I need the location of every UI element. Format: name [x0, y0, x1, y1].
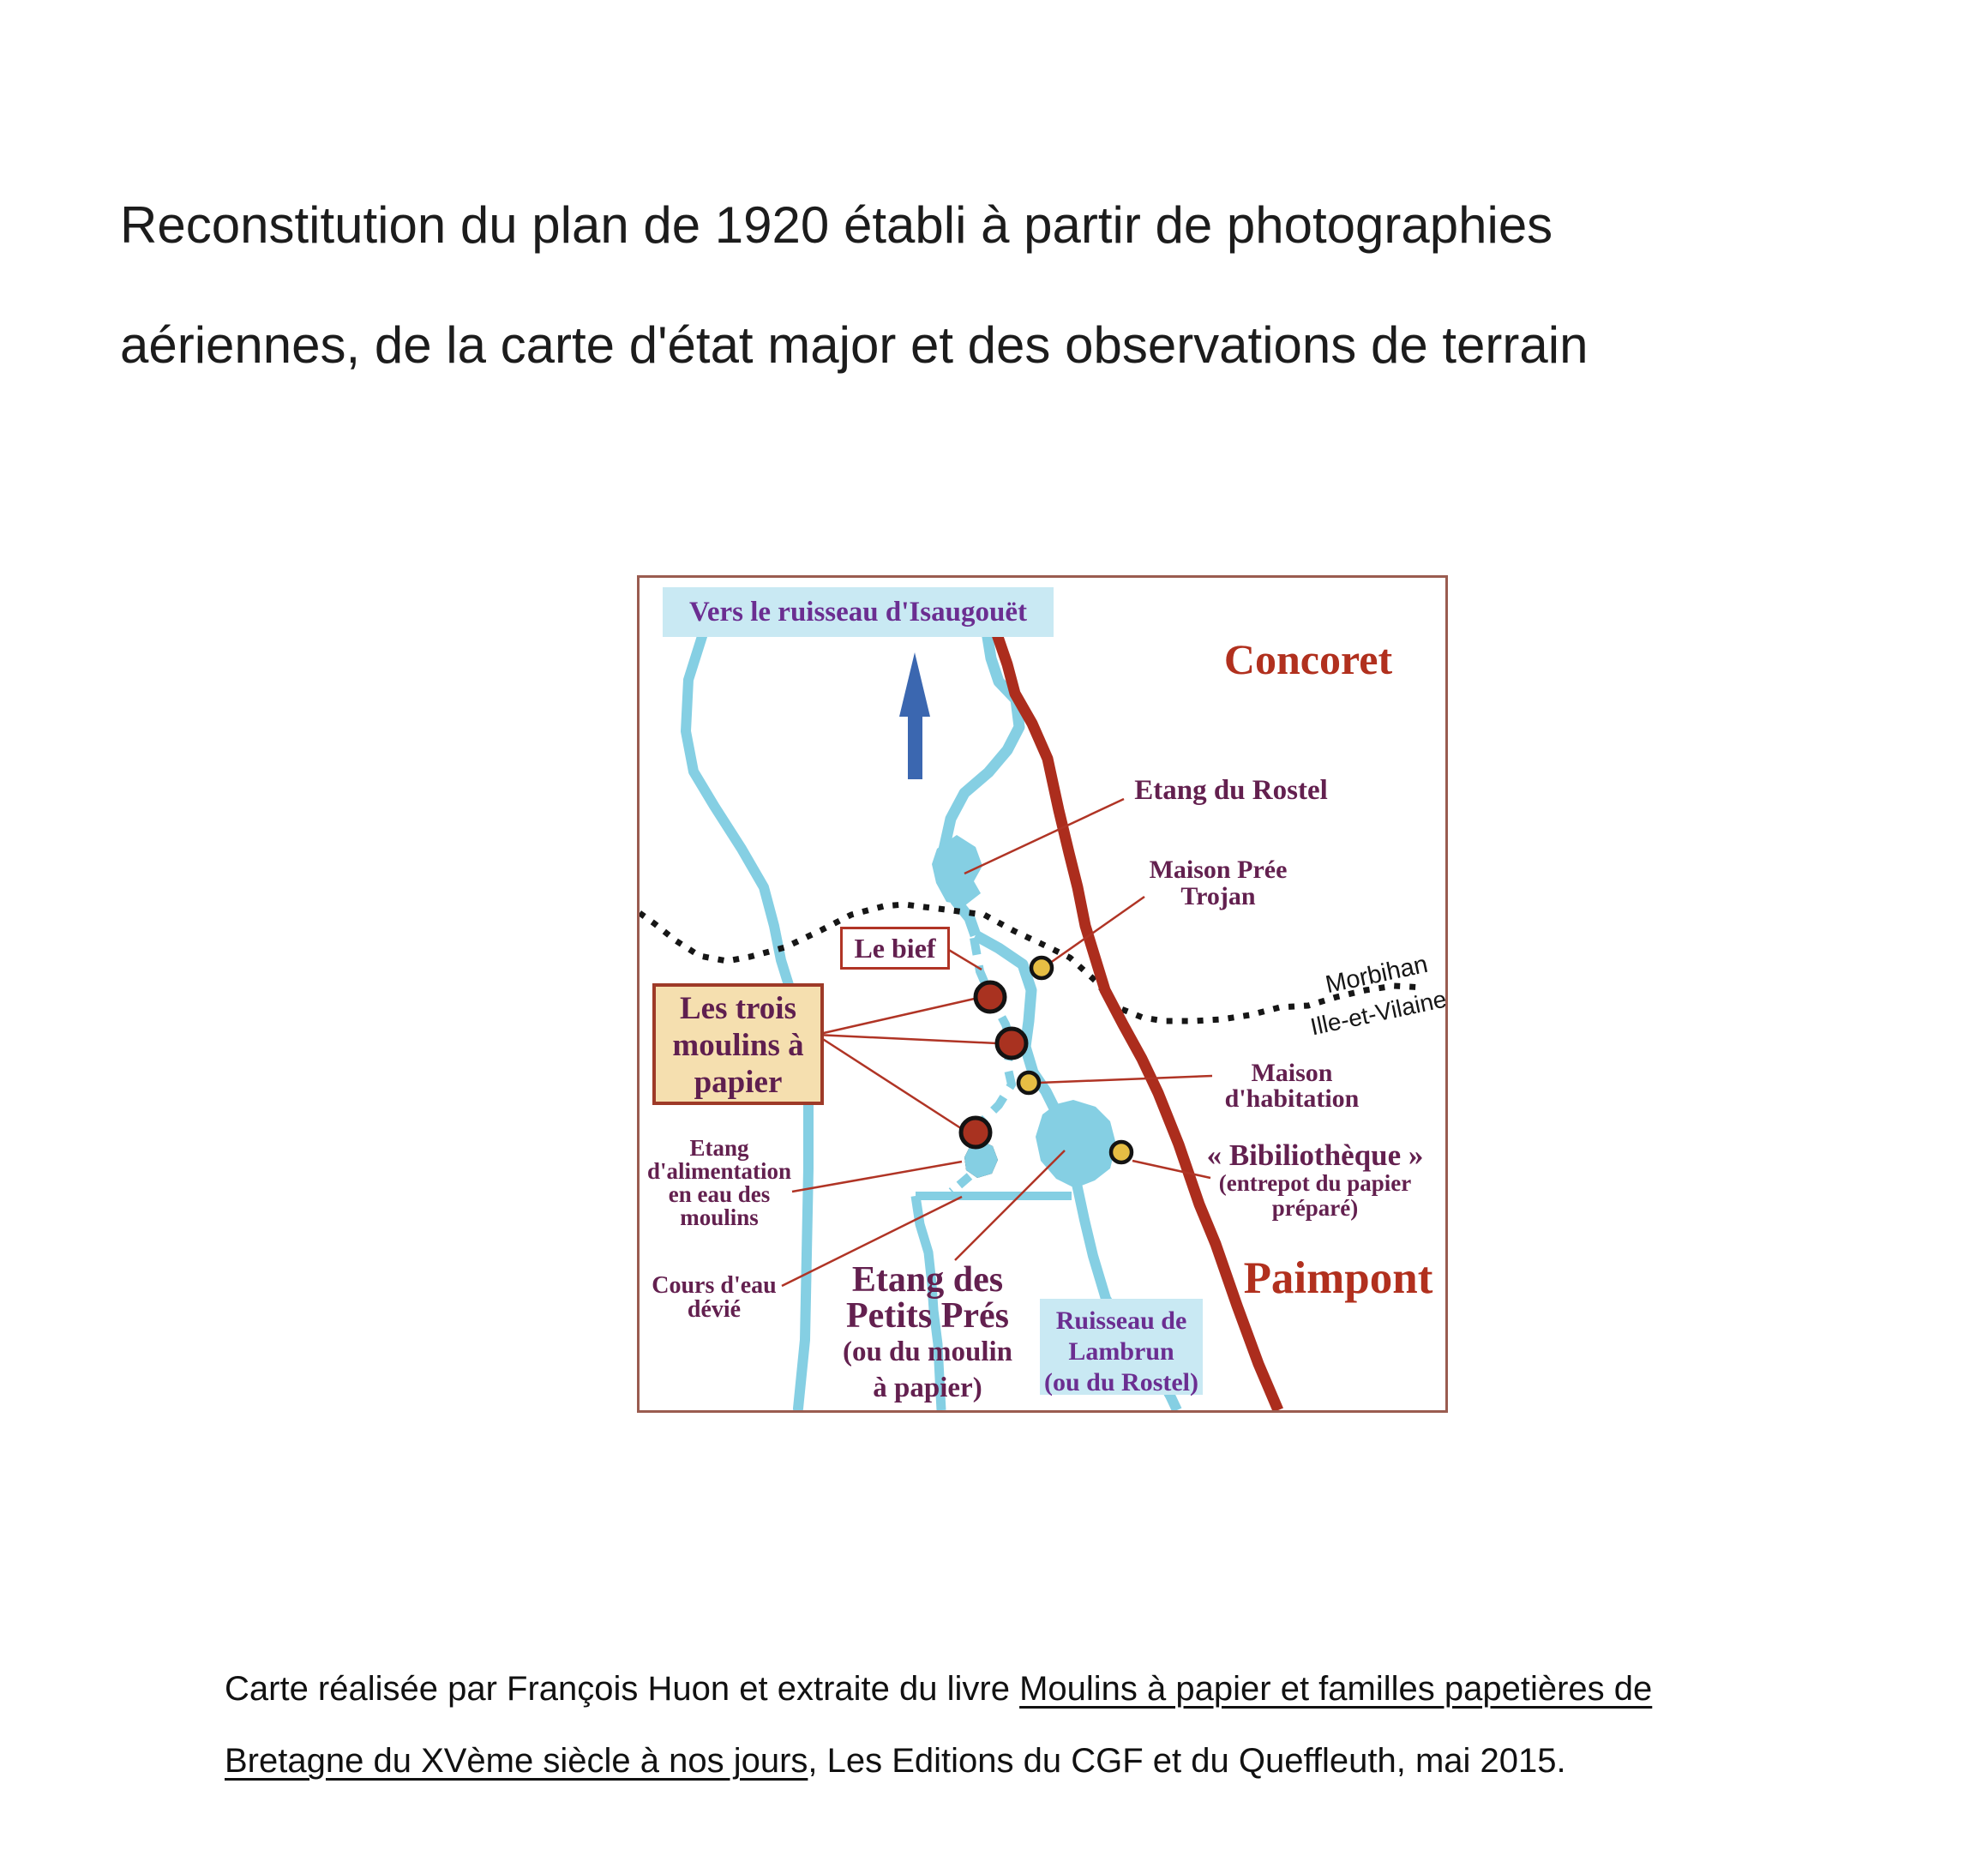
callout-line-mill-3	[816, 1035, 969, 1133]
book-title-part1: Moulins à papier et familles papetières de	[1019, 1670, 1653, 1708]
mill-marker	[961, 1118, 990, 1147]
callout-line-etang-rostel	[964, 799, 1124, 874]
caption-line1: Carte réalisée par François Huon et extraite du livre Moulins à papier et familles papetières de	[225, 1670, 1653, 1708]
callout-line-mill-1	[816, 998, 978, 1035]
callout-line-maison-habitation	[1039, 1076, 1212, 1083]
label-etang-alimentation: Etang d'alimentation en eau des moulins	[646, 1135, 791, 1230]
label-cours-eau-devie: Cours d'eau dévié	[652, 1272, 777, 1323]
department-morbihan: Morbihan	[1323, 950, 1431, 1000]
caption-line2: Bretagne du XVème siècle à nos jours, Les Editions du CGF et du Queffleuth, mai 2015.	[225, 1742, 1566, 1780]
petits-pres-pond	[1036, 1100, 1116, 1188]
label-maison-pree-trojan: Maison Prée Trojan	[1149, 856, 1288, 910]
north-banner-label: Vers le ruisseau d'Isaugouët	[689, 597, 1027, 628]
town-paimpont: Paimpont	[1243, 1253, 1433, 1303]
page-title-line2: aériennes, de la carte d'état major et des observations de terrain	[120, 316, 1589, 374]
callout-line-etang-alimentation	[792, 1162, 962, 1192]
house-marker	[1031, 958, 1052, 978]
label-etang-du-rostel: Etang du Rostel	[1134, 775, 1328, 806]
page-title	[120, 165, 1972, 405]
town-concoret: Concoret	[1223, 635, 1393, 683]
label-trois-moulins: Les trois moulins à papier	[652, 983, 824, 1105]
house-marker	[1111, 1142, 1132, 1162]
department-ille-et-vilaine: Ille-et-Vilaine	[1307, 985, 1450, 1041]
label-le-bief: Le bief	[840, 927, 950, 970]
label-maison-habitation: Maison d'habitation	[1224, 1059, 1360, 1113]
south-banner: Ruisseau de Lambrun (ou du Rostel)	[1040, 1299, 1203, 1395]
callout-line-mill-2	[816, 1035, 997, 1043]
book-title-part2: Bretagne du XVème siècle à nos jours	[225, 1742, 808, 1780]
mill-marker	[997, 1029, 1026, 1058]
caption	[225, 1653, 1793, 1797]
label-etang-petits-pres: Etang des Petits Prés (ou du moulin à papier)	[842, 1260, 1013, 1403]
label-bibliotheque: « Bibiliothèque » (entrepot du papier préparé)	[1206, 1138, 1424, 1221]
house-marker	[1018, 1072, 1039, 1093]
callout-line-bibliotheque	[1132, 1161, 1210, 1178]
page-title-line1: Reconstitution du plan de 1920 établi à partir de photographies	[120, 196, 1553, 254]
bief-dash-to-channel	[952, 1176, 970, 1192]
north-banner	[663, 587, 1054, 637]
map	[637, 575, 1448, 1413]
north-arrow-icon	[899, 652, 930, 779]
mill-marker	[976, 982, 1005, 1012]
